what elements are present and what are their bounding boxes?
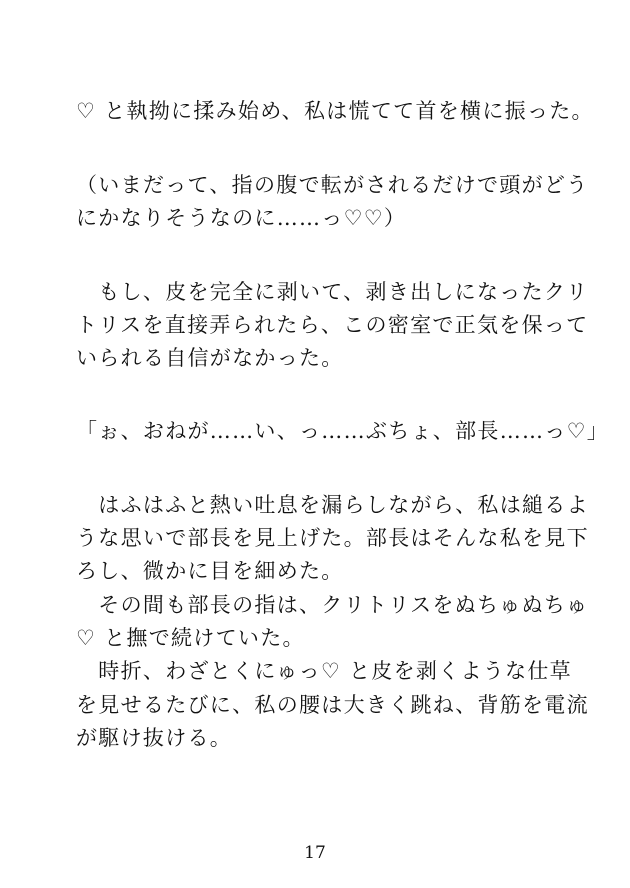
text-line: うな思いで部長を見上げた。部長はそんな私を見下: [76, 526, 589, 550]
text-line: いられる自信がなかった。: [76, 346, 344, 370]
text-line: もし、皮を完全に剥いて、剥き出しになったクリ: [76, 280, 589, 304]
text-line: トリスを直接弄られたら、この密室で正気を保って: [76, 313, 589, 337]
text-line: 時折、わざとくにゅっ♡ と皮を剥くような仕草: [76, 659, 572, 683]
text-line: が駆け抜ける。: [76, 726, 233, 750]
page-number: 17: [304, 843, 326, 863]
text-line: ♡ と執拗に揉み始め、私は慌てて首を横に振った。: [76, 99, 594, 123]
text-line: 「ぉ、おねが……い、っ……ぶちょ、部長……っ♡」: [76, 419, 610, 443]
text-line: （いまだって、指の腹で転がされるだけで頭がどう: [76, 173, 589, 197]
text-line: ♡ と撫で続けていた。: [76, 626, 305, 650]
text-line: にかなりそうなのに……っ♡♡）: [76, 206, 407, 230]
text-line: その間も部長の指は、クリトリスをぬちゅぬちゅ: [76, 593, 589, 617]
text-line: を見せるたびに、私の腰は大きく跳ね、背筋を電流: [76, 693, 589, 717]
text-line: はふはふと熱い吐息を漏らしながら、私は縋るよ: [76, 493, 589, 517]
text-line: ろし、微かに目を細めた。: [76, 559, 344, 583]
